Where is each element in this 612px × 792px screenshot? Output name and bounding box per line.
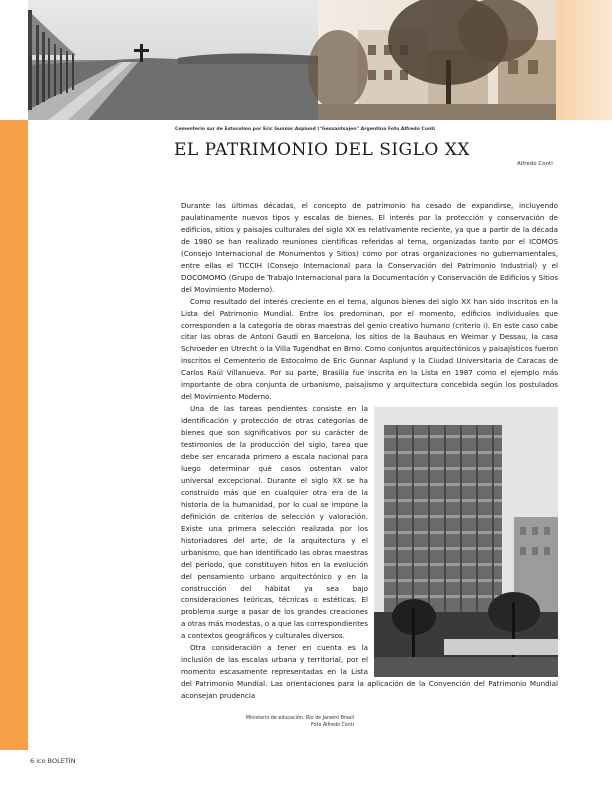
building-photo-caption [200, 715, 354, 729]
building-photo-caption-line-2: Foto Alfredo Conti [310, 723, 354, 728]
orange-side-bar [0, 120, 28, 750]
article-title: EL PATRIMONIO DEL SIGLO XX [174, 140, 470, 160]
header-photo-caption: Cementerio sur de Estocolmo por Eric Gunnar Asplund ("Gessantsajen" Argentina Foto Alfredo Conti [175, 127, 436, 132]
body-paragraph-4: Otra consideración a tener en cuenta es la inclusión de las escalas urbana y territorial, por el momento escasamente representadas en la Lista del Patrimonio Mundial. Las orientaciones para la aplicación de la Convención del Patrimonio Mundial aconsejan prudencia [181, 643, 558, 701]
building-photo [374, 407, 558, 677]
header-photo [28, 0, 556, 120]
body-paragraph-1: Durante las últimas décadas, el concepto de patrimonio ha cesado de expandirse, incluyendo paulatinamente nuevos tipos y escalas de bienes. El interés por la protección y conservación de edificios, sitios y paisajes culturales del siglo XX es relativamente reciente, ya que a partir de la década de 1980 se han realizado reuniones científicas referidas al tema, organizadas tanto por el ICOMOS (Consejo Internacional de Monumentos y Sitios) como por otras organizaciones no gubernamentales, entre ellas el TICCIH (Consejo Internacional para la Conservación del Patrimonio Industrial) y el DOCOMOMO (Grupo de Trabajo Internacional para la Documentación y Conservación de Edificios y Sitios del Movimiento Moderno). [181, 201, 558, 294]
building-photo-caption-line-1: Ministerio de educación. Río de Janeiro Brasil [245, 716, 354, 721]
article-body [181, 200, 558, 702]
body-paragraph-2: Como resultado del interés creciente en el tema, algunos bienes del siglo XX han sido inscritos en la Lista del Patrimonio Mundial. Entre los predominan, por el momento, edificios individuales que corresponden a la categoría de obras maestras del genio creativo humano (criterio i). En este caso cabe citar las obras de Antoni Gaudí en Barcelona, los sitios de la Bauhaus en Weimar y Dessau, la casa Schroeder en Utrecht o la Villa Tugendhat en Brno. Como conjuntos arquitectónicos y paisajísticos fueron inscritos el Cementerio de Estocolmo de Eric Gunnar Asplund y la Ciudad Universitaria de Caracas de Carlos Raúl Villanueva. Por su parte, Brasilia fue inscrita en la Lista en 1987 como el ejemplo más importante de obra conjunta de urbanismo, paisajismo y arquitectura concebida según los postulados del Movimiento Moderno. [181, 296, 558, 402]
header-fade-band [556, 0, 612, 120]
page-footer: 6 ico BOLETÍN [30, 757, 76, 765]
article-author: Alfredo Conti [517, 161, 553, 167]
body-paragraph-3: Una de las tareas pendientes consiste en la identificación y protección de otras categorías de bienes que son significativos por su carácter de testimonios de la producción del siglo, tarea que debe ser encarada primero a escala nacional para luego determinar qué casos ostentan valor universal excepcional. Durante el siglo XX se ha construido más que en cualquier otra era de la historia de la humanidad, por lo cual se impone la definición de criterios de selección y valoración. Existe una primera selección realizada por los historiadores del arte, de la arquitectura y el urbanismo, que han identificado las obras maestras del período, que constituyen hitos en la evolución del pensamiento urbano arquitectónico y en la construcción del hábitat ya sea bajo consideraciones teóricas, técnicas o estéticas. El problema surge a pasar de los grandes creaciones a otras más modestas, o a que las correspondientes a contextos geográficos y culturales diversos. [181, 404, 368, 641]
